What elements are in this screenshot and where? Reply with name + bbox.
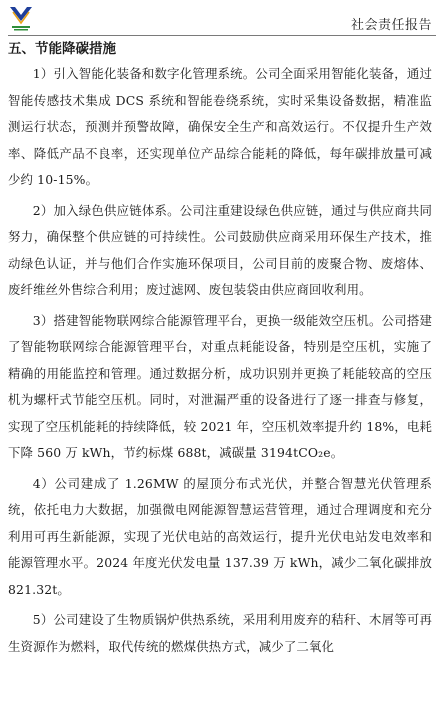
paragraph-biomass-boiler: 5）公司建设了生物质锅炉供热系统，采用利用废弃的秸秆、木屑等可再生资源作为燃料，取代传统的燃煤供热方式，减少了二氧化	[8, 612, 432, 654]
header-divider	[8, 35, 436, 36]
page-header	[0, 0, 444, 40]
paragraph-energy-platform: 3）搭建智能物联网综合能源管理平台，更换一级能效空压机。公司搭建了智能物联网综合能源管理平台，对重点耗能设备，特别是空压机，实施了精确的用能监控和管理。通过数据分析，成功识别并更换了耗能较高的空压机为螺杆式节能空压机。同时，对泄漏严重的设备进行了逐一排查与修复，实现了空压机能耗的持续降低，较 2021 年，空压机效率提升约 18%，电耗下降 560 万 kWh，节约标煤 688t，减碳量 3194tCO₂e。	[8, 312, 432, 460]
paragraph-green-supply-chain: 2）加入绿色供应链体系。公司注重建设绿色供应链，通过与供应商共同努力，确保整个供应链的可持续性。公司鼓励供应商采用环保生产技术，推动绿色认证，并与他们合作实施环保项目，公司目前的废聚合物、废熔体、废纤维丝外售综合利用；废过滤网、废包装袋由供应商回收利用。	[8, 202, 432, 297]
section-heading: 五、节能降碳措施	[8, 41, 116, 57]
paragraph-intelligent-equipment: 1）引入智能化装备和数字化管理系统。公司全面采用智能化装备，通过智能传感技术集成 DCS 系统和智能卷绕系统，实时采集设备数据，精准监测运行状态，预测并预警故障，确保安全生产和高效运行。不仅提升生产效率、降低产品不良率，还实现单位产品综合能耗的降低，每年碳排放量可减少约 10-15%。	[8, 66, 432, 187]
report-title: 社会责任报告	[350, 18, 432, 33]
paragraph-rooftop-pv: 4）公司建成了 1.26MW 的屋顶分布式光伏，并整合智慧光伏管理系统，依托电力大数据，加强微电网能源智慧运营管理，通过合理调度和充分利用可再生新能源，实现了光伏电站的高效运行，提升光伏电站发电效率和能源管理水平。2024 年度光伏发电量 137.39 万 kWh，减少二氧化碳排放 821.32t。	[8, 475, 432, 597]
section-content	[8, 38, 432, 664]
company-logo-icon	[8, 4, 34, 32]
